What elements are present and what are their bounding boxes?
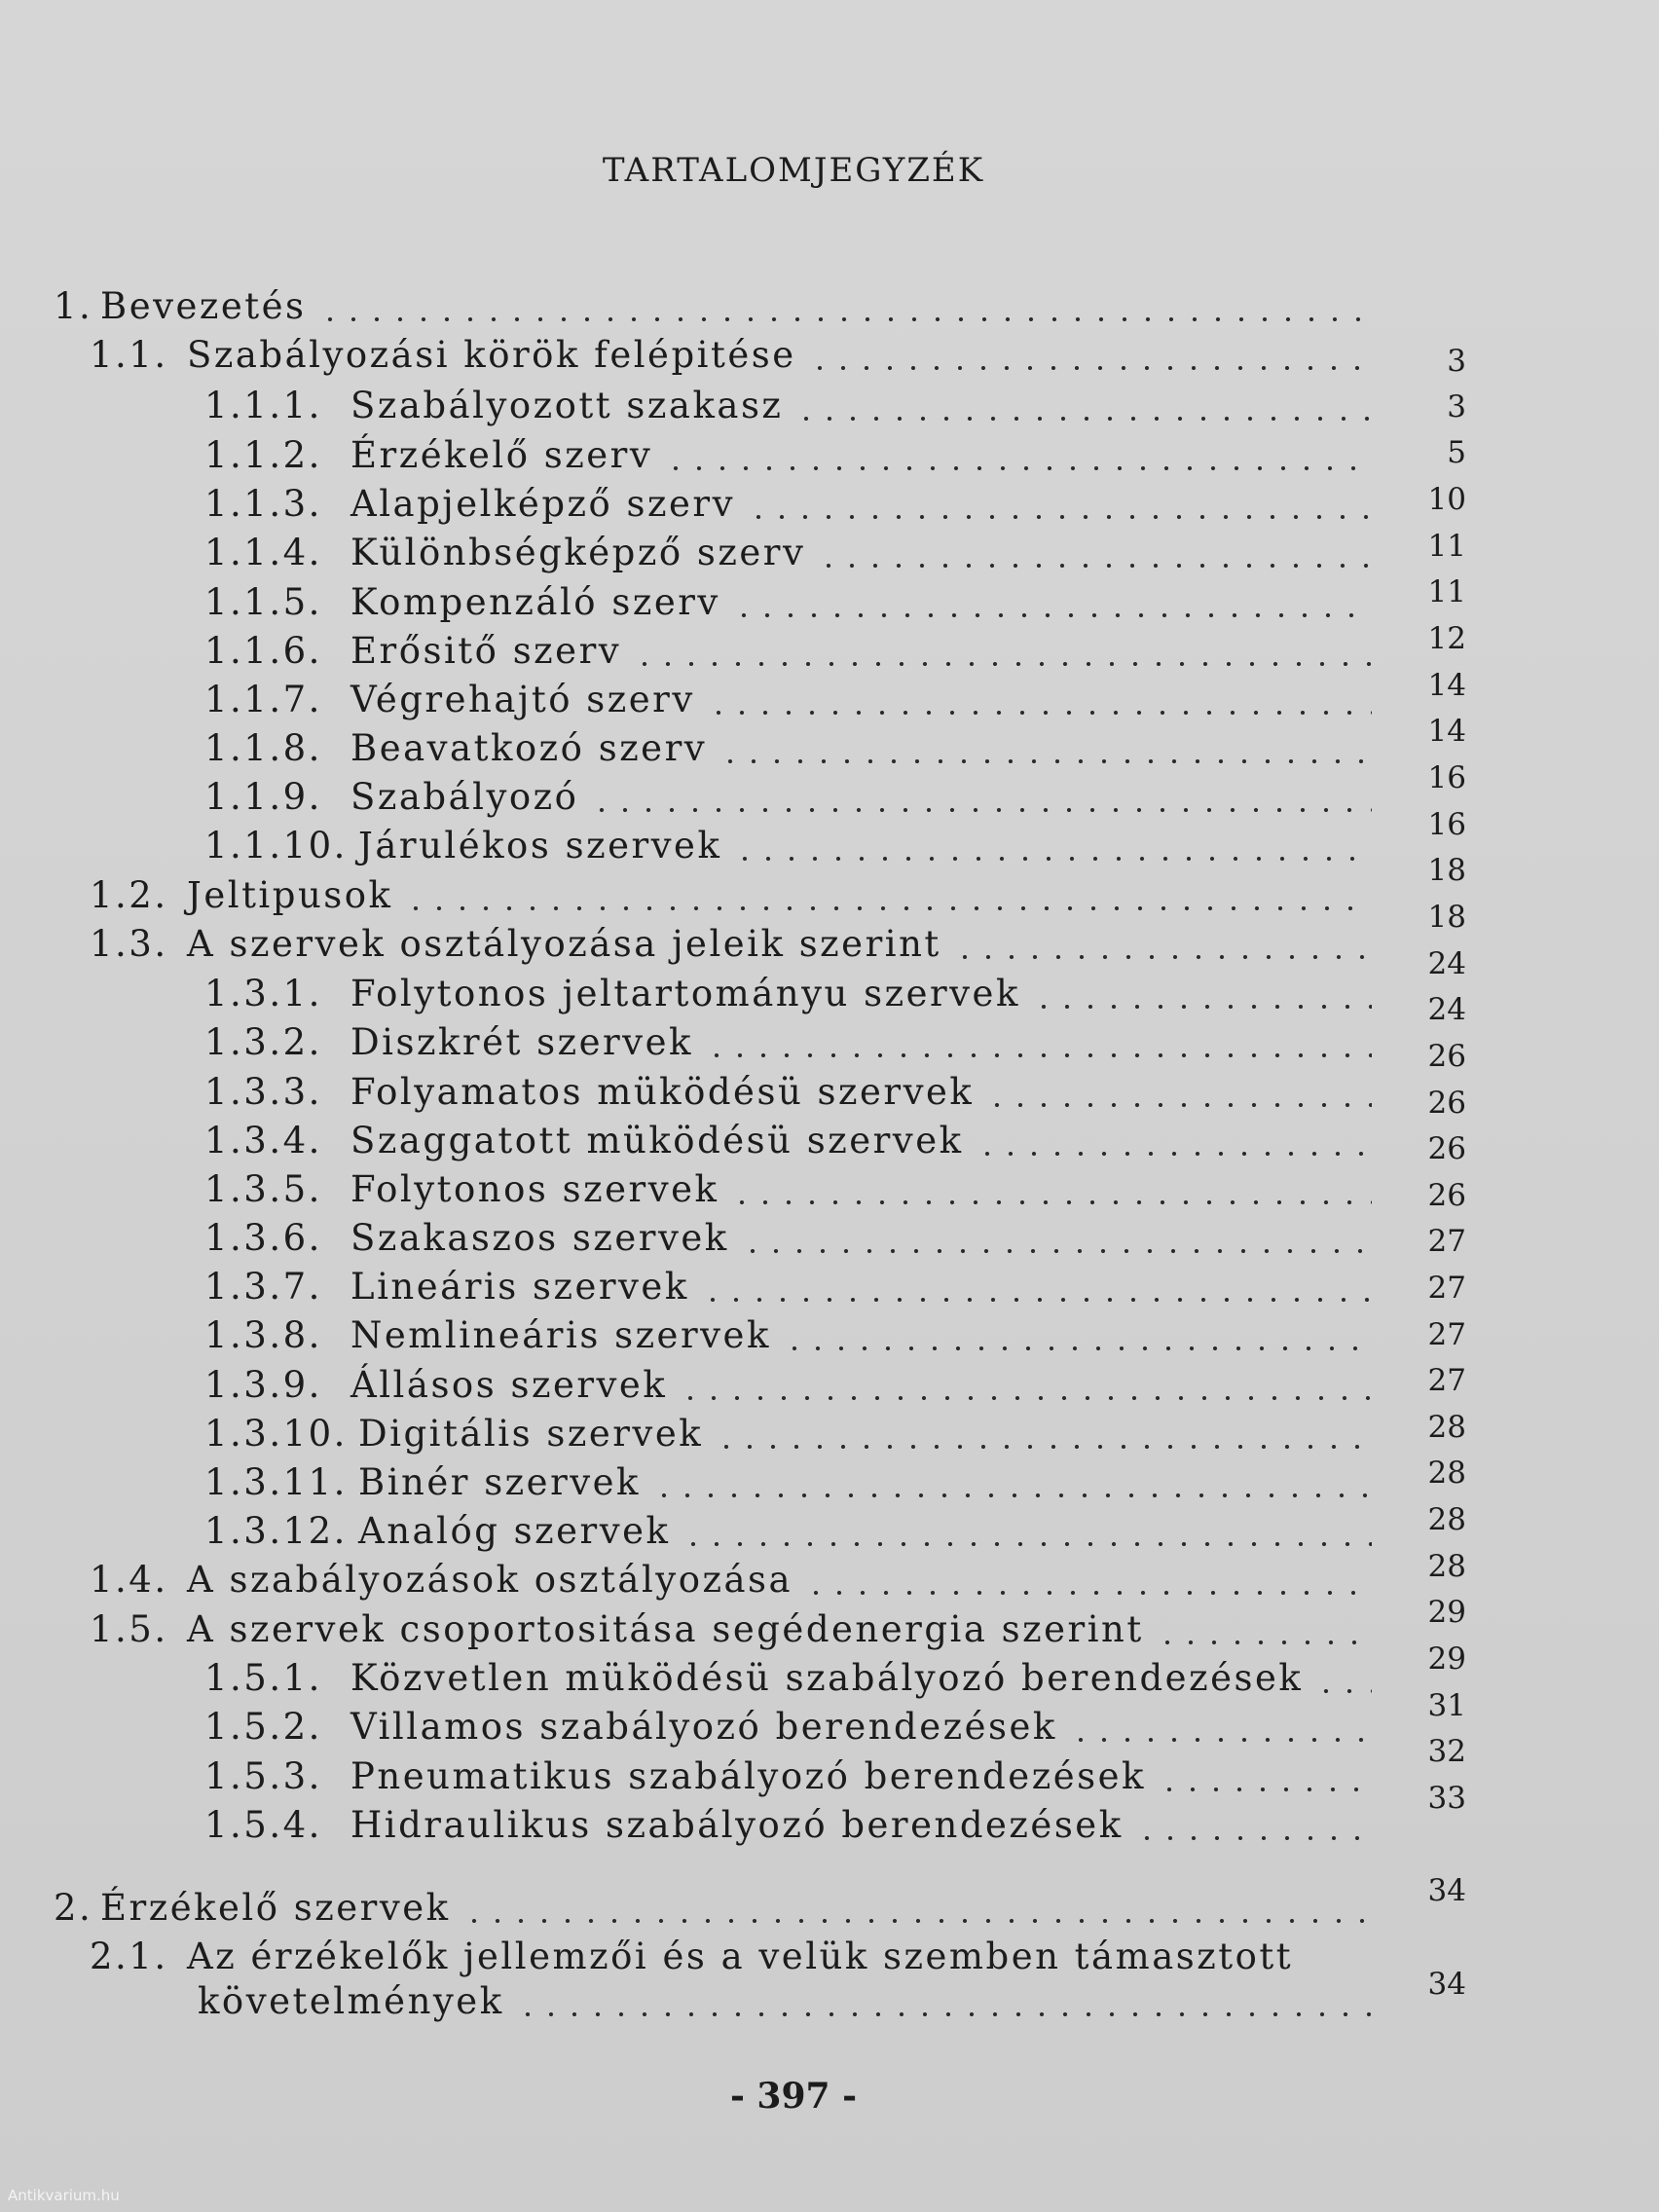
toc-entry-number: 1.3.3.: [204, 1071, 322, 1113]
toc-entry-title: A szervek csoportositása segédenergia szerint: [187, 1608, 1144, 1650]
toc-entry: [54, 1884, 1372, 1929]
toc-entry: [204, 382, 1372, 426]
toc-entry: [90, 1605, 1372, 1650]
toc-page-number: 18: [1427, 853, 1466, 888]
toc-page-number: 29: [1427, 1641, 1466, 1677]
toc-entry: [204, 529, 1372, 573]
toc-entry-number: 1.1.: [90, 334, 168, 376]
toc-entry-number: 1.3.9.: [204, 1364, 322, 1406]
toc-entry-number: 1.3.10.: [204, 1413, 348, 1455]
toc-page-number: 31: [1427, 1688, 1466, 1723]
toc-entry-number: 1.3.6.: [204, 1217, 322, 1259]
toc-entry: [204, 773, 1372, 818]
toc-entry: [90, 1933, 1372, 1977]
toc-entry: [204, 724, 1372, 769]
toc-entry: [90, 920, 1372, 965]
dot-leader: [1314, 1689, 1372, 1693]
toc-entry-title: Jeltipusok: [187, 874, 393, 916]
dot-leader: [404, 906, 1372, 910]
toc-entry-number: 1.5.2.: [204, 1706, 322, 1748]
dot-leader: [808, 366, 1372, 370]
toc-entry: [204, 1801, 1372, 1846]
toc-page-number: 34: [1427, 1873, 1466, 1908]
toc-page-number: 28: [1427, 1549, 1466, 1584]
toc-entry-number: 1.1.1.: [204, 385, 322, 426]
toc-entry: [204, 1507, 1372, 1552]
dot-leader: [652, 1493, 1372, 1497]
dot-leader: [516, 2012, 1372, 2016]
dot-leader: [1158, 1788, 1372, 1791]
toc-entry-number: 1.3.12.: [204, 1510, 348, 1552]
toc-page-number: 11: [1427, 529, 1466, 564]
toc-page-number: 26: [1427, 1178, 1466, 1213]
toc-page-number: 16: [1427, 760, 1466, 795]
toc-entry-title: A szabályozások osztályozása: [187, 1559, 793, 1601]
dot-leader: [783, 1346, 1372, 1350]
dot-leader: [732, 613, 1372, 617]
dot-leader: [462, 1919, 1372, 1923]
toc-entry: [204, 1361, 1372, 1406]
toc-entry: [204, 822, 1372, 866]
dot-leader: [730, 1200, 1372, 1204]
toc-entry: [198, 1977, 1372, 2022]
toc-entry-number: 1.1.2.: [204, 434, 322, 476]
toc-entry-number: 1.5.: [90, 1608, 168, 1650]
toc-page-number: 26: [1427, 1086, 1466, 1121]
toc-entry-number: 1.3.1.: [204, 973, 322, 1014]
toc-page-number: 26: [1427, 1131, 1466, 1166]
toc-entry: [204, 1263, 1372, 1308]
dot-leader: [733, 857, 1372, 861]
dot-leader: [804, 1591, 1372, 1595]
dot-leader: [707, 711, 1372, 715]
toc-entry-title: Érzékelő szerv: [350, 434, 653, 476]
toc-entry-title: Szaggatott müködésü szervek: [350, 1120, 964, 1161]
toc-entry: [204, 1068, 1372, 1113]
toc-entry-title: Alapjelképző szerv: [350, 483, 736, 525]
toc-entry-title: Folytonos szervek: [350, 1168, 719, 1210]
toc-entry-title: Végrehajtó szerv: [350, 679, 695, 720]
toc-entry-title: Folytonos jeltartományu szervek: [350, 973, 1020, 1014]
toc-entry-title: Beavatkozó szerv: [350, 727, 708, 769]
toc-page-number: 24: [1427, 992, 1466, 1027]
toc-entry-title: Állásos szervek: [350, 1364, 668, 1406]
toc-page-number: 27: [1427, 1363, 1466, 1398]
dot-leader: [719, 759, 1372, 763]
toc-entry-title: követelmények: [198, 1980, 504, 2022]
toc-page-number: 3: [1447, 344, 1466, 379]
toc-entry-title: Erősitő szerv: [350, 630, 622, 672]
toc-entry-title: Nemlineáris szervek: [350, 1314, 771, 1356]
dot-leader: [715, 1445, 1372, 1449]
toc-page-number: 28: [1427, 1456, 1466, 1491]
dot-leader: [741, 1249, 1372, 1253]
watermark: Antikvarium.hu: [8, 2187, 120, 2204]
toc-entry: [90, 871, 1372, 916]
toc-entry-title: Kompenzáló szerv: [350, 581, 720, 623]
toc-entry-number: 1.1.10.: [204, 825, 348, 866]
toc-page-number: 29: [1427, 1595, 1466, 1630]
dot-leader: [318, 317, 1372, 321]
toc-entry-title: Az érzékelők jellemzői és a velük szemben támasztott: [187, 1936, 1294, 1977]
page-title: TARTALOMJEGYZÉK: [602, 151, 985, 190]
toc-entry-number: 1.3.4.: [204, 1120, 322, 1161]
toc-page-number: 12: [1427, 621, 1466, 656]
toc-page-number: 10: [1427, 482, 1466, 517]
toc-entry-title: Binér szervek: [358, 1461, 641, 1503]
dot-leader: [985, 1103, 1372, 1107]
toc-entry-title: A szervek osztályozása jeleik szerint: [187, 923, 941, 965]
dot-leader: [1069, 1738, 1372, 1742]
dot-leader: [817, 564, 1372, 568]
toc-entry-number: 1.3.7.: [204, 1266, 322, 1308]
toc-page-number: 32: [1427, 1734, 1466, 1769]
toc-entry-title: Pneumatikus szabályozó berendezések: [350, 1755, 1146, 1797]
toc-entry-title: Különbségképző szerv: [350, 532, 806, 573]
page-number-footer: - 397 -: [729, 2076, 858, 2117]
toc-entry-number: 1.2.: [90, 874, 168, 916]
toc-entry-number: 1.3.11.: [204, 1461, 348, 1503]
toc-entry: [204, 480, 1372, 525]
dot-leader: [1032, 1005, 1372, 1009]
toc-entry-number: 1.5.4.: [204, 1804, 322, 1846]
dot-leader: [682, 1542, 1372, 1546]
toc-entry-number: 1.: [54, 285, 93, 327]
dot-leader: [953, 955, 1372, 959]
toc-entry-title: Bevezetés: [100, 285, 307, 327]
dot-leader: [747, 515, 1372, 519]
toc-entry-number: 1.1.3.: [204, 483, 322, 525]
toc-entry: [204, 627, 1372, 672]
toc-entry: [90, 331, 1372, 376]
dot-leader: [705, 1053, 1372, 1057]
toc-page-number: 26: [1427, 1039, 1466, 1074]
toc-page-number: 14: [1427, 714, 1466, 749]
toc-entry: [204, 431, 1372, 476]
toc-entry: [204, 676, 1372, 720]
toc-entry-number: 1.4.: [90, 1559, 168, 1601]
toc-entry: [204, 1410, 1372, 1455]
dot-leader: [1135, 1836, 1372, 1840]
toc-entry: [204, 1117, 1372, 1161]
toc-entry-title: Közvetlen müködésü szabályozó berendezések: [350, 1657, 1304, 1699]
toc-page-number: 3: [1447, 389, 1466, 424]
dot-leader: [794, 417, 1372, 421]
dot-leader: [701, 1298, 1372, 1302]
toc-entry-title: Analóg szervek: [358, 1510, 671, 1552]
toc-entry: [204, 1214, 1372, 1259]
toc-page-number: 27: [1427, 1317, 1466, 1352]
dot-leader: [976, 1152, 1372, 1156]
toc-entry-title: Járulékos szervek: [358, 825, 722, 866]
toc-entry-title: Szakaszos szervek: [350, 1217, 729, 1259]
toc-entry-title: Hidraulikus szabályozó berendezések: [350, 1804, 1124, 1846]
toc-entry-number: 1.3.: [90, 923, 168, 965]
toc-entry-number: 2.: [54, 1887, 93, 1929]
toc-entry: [204, 1654, 1372, 1699]
toc-entry: [204, 1165, 1372, 1210]
toc-page-number: 28: [1427, 1410, 1466, 1445]
toc-entry-title: Villamos szabályozó berendezések: [350, 1706, 1057, 1748]
toc-page-number: 27: [1427, 1271, 1466, 1306]
toc-entry-number: 1.1.9.: [204, 776, 322, 818]
toc-entry-number: 1.1.4.: [204, 532, 322, 573]
dot-leader: [633, 662, 1372, 666]
dot-leader: [679, 1396, 1372, 1400]
dot-leader: [590, 808, 1372, 812]
toc-entry-number: 1.1.8.: [204, 727, 322, 769]
toc-entry: [204, 1311, 1372, 1356]
toc-entry-number: 1.3.5.: [204, 1168, 322, 1210]
toc-entry-title: Digitális szervek: [358, 1413, 704, 1455]
toc-entry: [204, 578, 1372, 623]
toc-entry: [204, 1458, 1372, 1503]
toc-page-number: 27: [1427, 1224, 1466, 1259]
dot-leader: [1156, 1641, 1372, 1644]
toc-entry: [54, 282, 1372, 327]
toc-entry-title: Folyamatos müködésü szervek: [350, 1071, 975, 1113]
toc-page-number: 24: [1427, 946, 1466, 981]
toc-entry-number: 1.1.7.: [204, 679, 322, 720]
toc-page-number: 33: [1427, 1781, 1466, 1816]
toc-entry-title: Szabályozott szakasz: [350, 385, 784, 426]
toc-page-number: 16: [1427, 807, 1466, 842]
toc-entry: [204, 1703, 1372, 1748]
toc-entry-number: 1.3.8.: [204, 1314, 322, 1356]
toc-page-number: 28: [1427, 1502, 1466, 1537]
toc-page-number: 14: [1427, 668, 1466, 703]
toc-page-number: 5: [1447, 435, 1466, 470]
toc-entry: [204, 1018, 1372, 1063]
toc-page-number: 11: [1427, 574, 1466, 609]
toc-page-number: 34: [1427, 1967, 1466, 2002]
dot-leader: [664, 466, 1372, 470]
toc-entry-title: Lineáris szervek: [350, 1266, 689, 1308]
toc-entry-title: Érzékelő szervek: [100, 1887, 451, 1929]
toc-entry-title: Diszkrét szervek: [350, 1021, 693, 1063]
toc-entry: [90, 1556, 1372, 1601]
toc-entry: [204, 970, 1372, 1014]
toc-entry-number: 1.1.6.: [204, 630, 322, 672]
toc-entry-number: 1.5.1.: [204, 1657, 322, 1699]
toc-entry-number: 1.3.2.: [204, 1021, 322, 1063]
toc-page-number: 18: [1427, 900, 1466, 935]
toc-entry-number: 1.1.5.: [204, 581, 322, 623]
toc-entry-title: Szabályozási körök felépitése: [187, 334, 796, 376]
toc-entry-number: 2.1.: [90, 1936, 168, 1977]
toc-entry-title: Szabályozó: [350, 776, 579, 818]
toc-entry: [204, 1752, 1372, 1797]
toc-entry-number: 1.5.3.: [204, 1755, 322, 1797]
